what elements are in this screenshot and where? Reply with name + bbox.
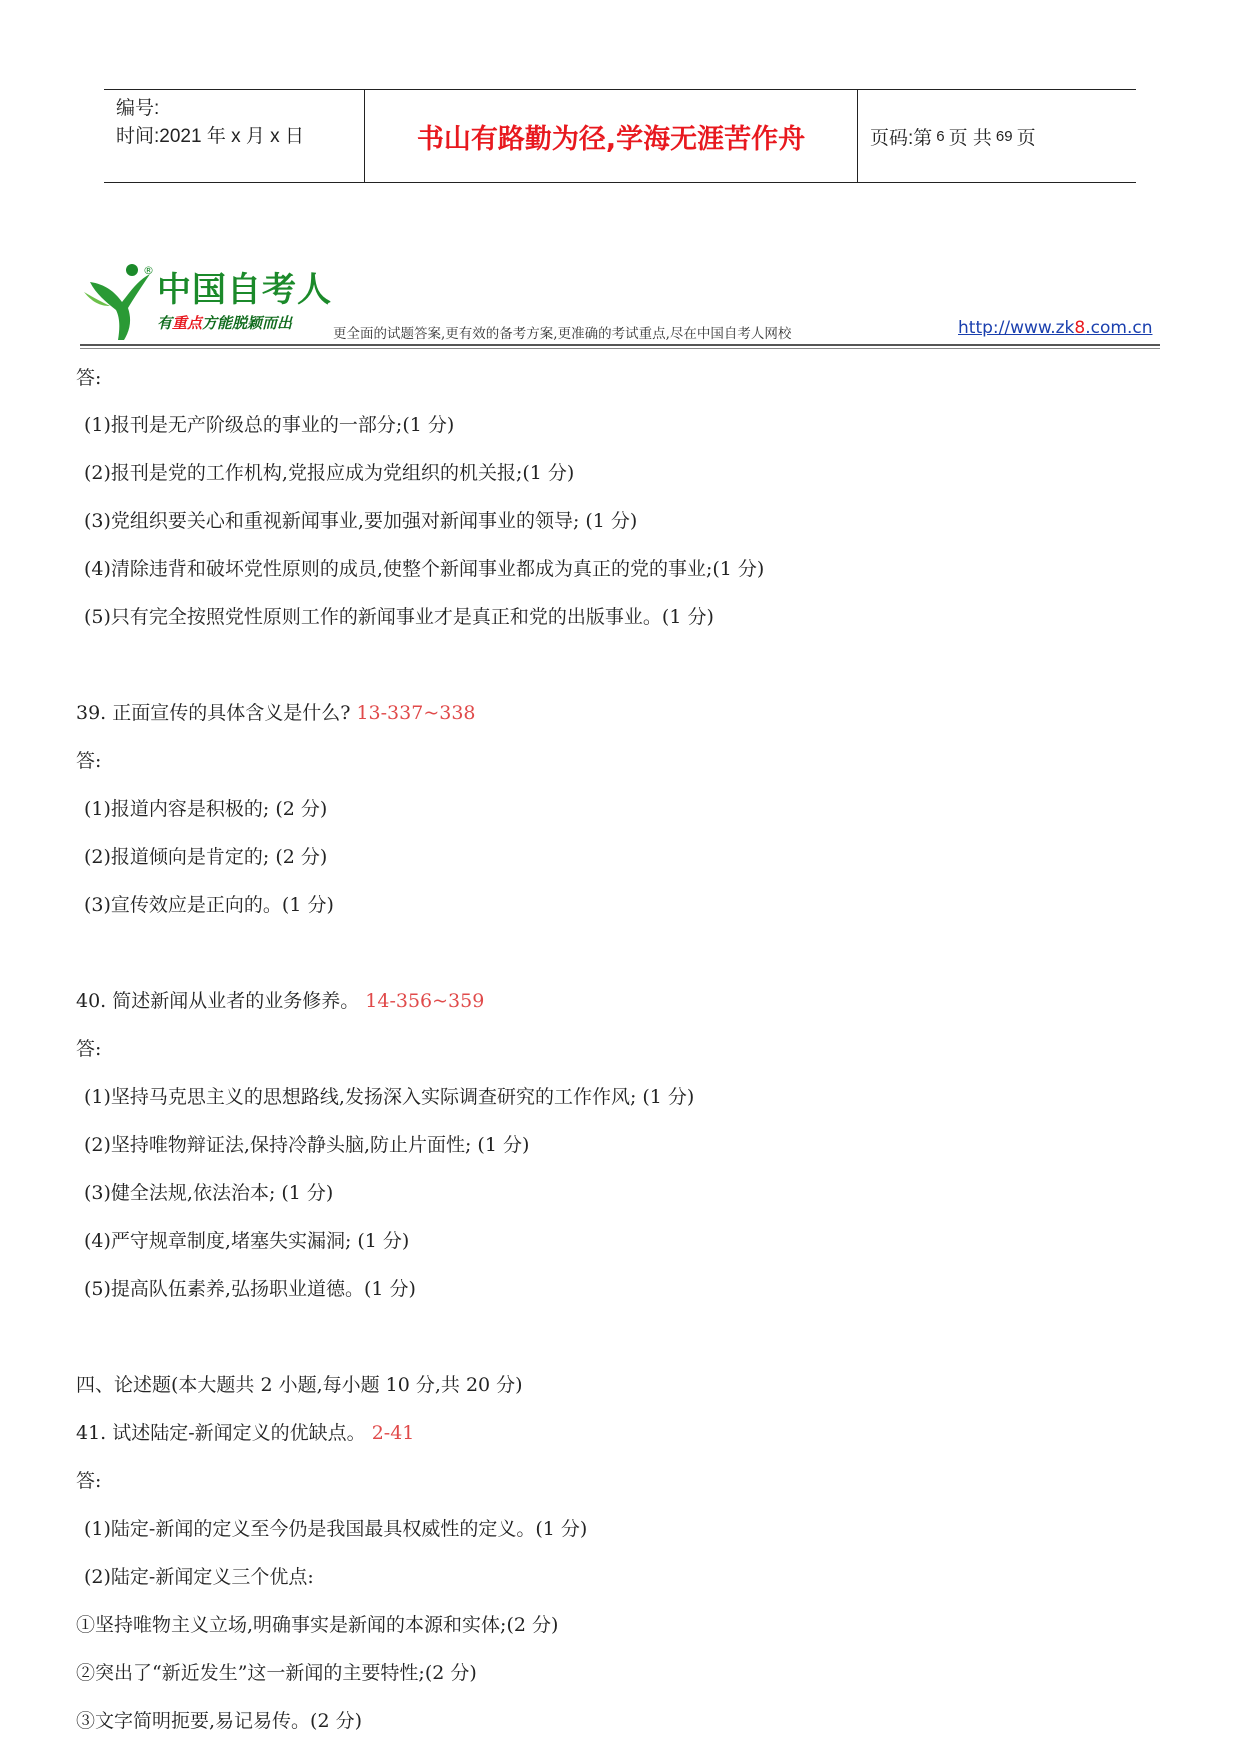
text-line [84,458,574,485]
url-pre: http://www.zk [958,318,1075,338]
line-text: 答: [76,1038,102,1060]
text-line [84,1562,314,1589]
line-text: 40. 简述新闻从业者的业务修养。 [76,990,360,1012]
text-line [84,1274,416,1301]
text-line [84,1130,529,1157]
text-line [76,746,101,773]
website-link[interactable] [958,318,1152,338]
text-line [84,842,327,869]
line-text: ①坚持唯物主义立场,明确事实是新闻的本源和实体;(2 分) [76,1614,559,1636]
text-line [84,506,637,533]
banner-divider [80,344,1160,346]
line-text: 答: [76,750,102,772]
text-line [84,1226,409,1253]
line-text: (2)坚持唯物辩证法,保持冷静头脑,防止片面性; (1 分) [84,1134,530,1156]
line-text: (3)党组织要关心和重视新闻事业,要加强对新闻事业的领导; (1 分) [84,510,638,532]
text-line [84,602,714,629]
text-line [76,1466,101,1493]
text-line [84,1082,694,1109]
banner-divider-thin [80,348,1160,349]
line-text: (2)陆定-新闻定义三个优点: [84,1566,314,1588]
url-red: 8 [1074,318,1086,338]
text-line [84,410,454,437]
brand-name: 中国自考人 [157,270,332,310]
text-line [76,1706,362,1733]
line-text: ③文字简明扼要,易记易传。(2 分) [76,1710,362,1732]
line-text: (5)只有完全按照党性原则工作的新闻事业才是真正和党的出版事业。(1 分) [84,606,714,628]
text-line [84,1178,333,1205]
registered-mark: ® [143,264,154,277]
line-text: (1)报道内容是积极的; (2 分) [84,798,328,820]
line-text: 四、论述题(本大题共 2 小题,每小题 10 分,共 20 分) [76,1374,523,1396]
page-reference: 13-337~338 [356,702,476,724]
text-line [84,554,764,581]
line-text: (4)清除违背和破坏党性原则的成员,使整个新闻事业都成为真正的党的事业;(1 分) [84,558,765,580]
motto: 书山有路勤为径,学海无涯苦作舟 [416,123,806,155]
line-text: 41. 试述陆定-新闻定义的优缺点。 [76,1422,366,1444]
slogan-pre: 有 [157,314,173,332]
line-text: (3)健全法规,依法治本; (1 分) [84,1182,334,1204]
header-meta-cell [104,90,365,182]
line-text: 答: [76,1470,102,1492]
number-label: 编号: [116,98,160,119]
page-total: 69 [995,127,1013,145]
text-line [76,1370,523,1397]
page-reference: 14-356~359 [365,990,485,1012]
line-text: (2)报刊是党的工作机构,党报应成为党组织的机关报;(1 分) [84,462,575,484]
line-text: (1)陆定-新闻的定义至今仍是我国最具权威性的定义。(1 分) [84,1518,588,1540]
line-text: 39. 正面宣传的具体含义是什么? [76,702,351,724]
line-text: (3)宣传效应是正向的。(1 分) [84,894,334,916]
text-line [76,1034,101,1061]
text-line [76,1658,477,1685]
page-reference: 2-41 [371,1422,415,1444]
line-text: 答: [76,367,102,389]
line-text: (4)严守规章制度,堵塞失实漏洞; (1 分) [84,1230,410,1252]
text-line [84,1514,587,1541]
header-page-cell [870,90,1136,182]
url-post: .com.cn [1085,318,1153,338]
text-line [84,890,334,917]
text-line [76,698,476,725]
line-text: (2)报道倾向是肯定的; (2 分) [84,846,328,868]
page-prefix: 页码:第 [870,127,933,149]
line-text: (5)提高队伍素养,弘扬职业道德。(1 分) [84,1278,416,1300]
text-line [84,794,327,821]
line-text: (1)坚持马克思主义的思想路线,发扬深入实际调查研究的工作作风; (1 分) [84,1086,695,1108]
slogan-highlight: 重点 [172,314,203,332]
page-current: 6 [936,127,945,145]
time-label: 时间:2021 年 x 月 x 日 [116,126,304,147]
text-line [76,1610,558,1637]
text-line [76,363,101,390]
brand-slogan [157,312,292,333]
line-text: ②突出了“新近发生”这一新闻的主要特性;(2 分) [76,1662,477,1684]
page-mid: 页 共 [948,127,992,149]
page-suffix: 页 [1016,127,1036,149]
line-text: (1)报刊是无产阶级总的事业的一部分;(1 分) [84,414,455,436]
header-motto-cell [365,90,858,182]
brand-tagline: 更全面的试题答案,更有效的备考方案,更准确的考试重点,尽在中国自考人网校 [333,326,792,342]
slogan-post: 方能脱颖而出 [202,314,293,332]
text-line [76,1418,414,1445]
text-line [76,986,484,1013]
page-header-table [104,89,1136,183]
